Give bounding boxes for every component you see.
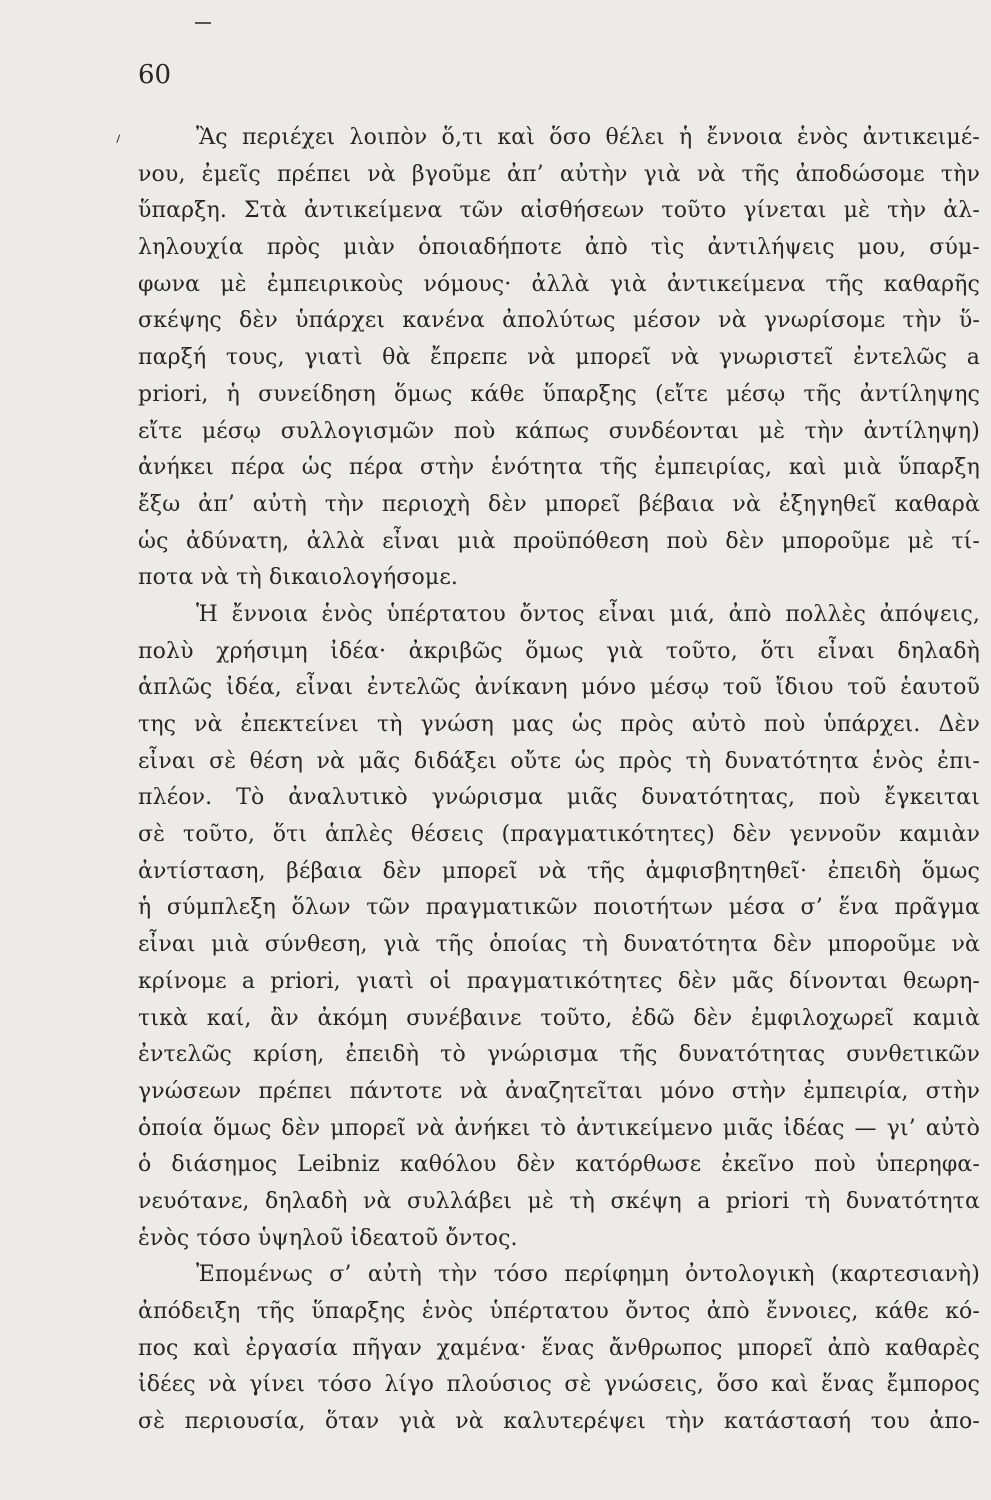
top-rule-mark <box>195 22 211 24</box>
text-line: ἀνήκει πέρα ὡς πέρα στὴν ἑνότητα τῆς ἐμπειρίας, καὶ μιὰ ὕπαρξη <box>138 455 980 481</box>
text-line: εἶναι σὲ θέση νὰ μᾶς διδάξει οὔτε ὡς πρὸς τὴ δυνατότητα ἑνὸς ἐπι- <box>138 748 980 774</box>
text-line: ὡς ἀδύνατη, ἀλλὰ εἶναι μιὰ προϋπόθεση ποὺ δὲν μποροῦμε μὲ τί- <box>138 528 980 554</box>
text-line: ποτα νὰ τὴ δικαιολογήσομε. <box>138 565 459 591</box>
text-line: Ἡ ἔννοια ἑνὸς ὑπέρτατου ὄντος εἶναι μιά, ἀπὸ πολλὲς ἀπόψεις, <box>196 601 980 627</box>
text-line: ὁ διάσημος Leibniz καθόλου δὲν κατόρθωσε ἐκεῖνο ποὺ ὑπερηφα- <box>138 1152 980 1178</box>
text-line: νευότανε, δηλαδὴ νὰ συλλάβει μὲ τὴ σκέψη a priori τὴ δυνατότητα <box>138 1188 980 1214</box>
text-line: σκέψης δὲν ὑπάρχει κανένα ἀπολύτως μέσον νὰ γνωρίσομε τὴν ὕ- <box>138 308 980 334</box>
text-line: ἡ σύμπλεξη ὅλων τῶν πραγματικῶν ποιοτήτων μέσα σ’ ἕνα πρᾶγμα <box>138 895 980 921</box>
text-line: Ἂς περιέχει λοιπὸν ὅ,τι καὶ ὅσο θέλει ἡ ἔννοια ἑνὸς ἀντικειμέ- <box>196 125 980 150</box>
page-number: 60 <box>138 60 172 90</box>
text-line: πος καὶ ἐργασία πῆγαν χαμένα· ἕνας ἄνθρωπος μπορεῖ ἀπὸ καθαρὲς <box>138 1335 980 1361</box>
text-line: πολὺ χρήσιμη ἰδέα· ἀκριβῶς ὅμως γιὰ τοῦτο, ὅτι εἶναι δηλαδὴ <box>138 638 980 664</box>
text-line: γνώσεων πρέπει πάντοτε νὰ ἀναζητεῖται μόνο στὴν ἐμπειρία, στὴν <box>138 1078 980 1104</box>
text-line: εἶναι μιὰ σύνθεση, γιὰ τῆς ὁποίας τὴ δυνατότητα δὲν μποροῦμε νὰ <box>138 932 980 958</box>
text-line: τικὰ καί, ἂν ἀκόμη συνέβαινε τοῦτο, ἐδῶ δὲν ἐμφιλοχωρεῖ καμιὰ <box>138 1005 980 1031</box>
text-line: ἀντίσταση, βέβαια δὲν μπορεῖ νὰ τῆς ἀμφισβητηθεῖ· ἐπειδὴ ὅμως <box>138 858 980 884</box>
text-line: priori, ἡ συνείδηση ὅμως κάθε ὕπαρξης (εἴτε μέσῳ τῆς ἀντίληψης <box>138 381 980 407</box>
body-text <box>138 120 980 1441</box>
text-line: ἐντελῶς κρίση, ἐπειδὴ τὸ γνώρισμα τῆς δυνατότητας συνθετικῶν <box>138 1042 980 1068</box>
text-line: Ἐπομένως σ’ αὐτὴ τὴν τόσο περίφημη ὀντολογικὴ (καρτεσιανὴ) <box>196 1262 980 1288</box>
text-line: νου, ἐμεῖς πρέπει νὰ βγοῦμε ἀπ’ αὐτὴν γιὰ νὰ τῆς ἀποδώσομε τὴν <box>138 161 980 187</box>
margin-pencil-mark: ⸝ <box>108 124 126 147</box>
text-line: ληλουχία πρὸς μιὰν ὁποιαδήποτε ἀπὸ τὶς ἀντιλήψεις μου, σύμ- <box>138 235 980 261</box>
text-line: ἑνὸς τόσο ὑψηλοῦ ἰδεατοῦ ὄντος. <box>138 1225 518 1251</box>
text-line: ὁποία ὅμως δὲν μπορεῖ νὰ ἀνήκει τὸ ἀντικείμενο μιᾶς ἰδέας — γι’ αὐτὸ <box>138 1115 980 1141</box>
text-line: ἁπλῶς ἰδέα, εἶναι ἐντελῶς ἀνίκανη μόνο μέσῳ τοῦ ἴδιου τοῦ ἑαυτοῦ <box>138 675 980 701</box>
text-line: φωνα μὲ ἐμπειρικοὺς νόμους· ἀλλὰ γιὰ ἀντικείμενα τῆς καθαρῆς <box>138 271 980 297</box>
text-line: της νὰ ἐπεκτείνει τὴ γνώση μας ὡς πρὸς αὐτὸ ποὺ ὑπάρχει. Δὲν <box>138 712 980 737</box>
text-line: παρξή τους, γιατὶ θὰ ἔπρεπε νὰ μπορεῖ νὰ γνωριστεῖ ἐντελῶς a <box>138 345 980 371</box>
text-line: εἴτε μέσῳ συλλογισμῶν ποὺ κάπως συνδέονται μὲ τὴν ἀντίληψη) <box>138 418 980 444</box>
text-line: ὕπαρξη. Στὰ ἀντικείμενα τῶν αἰσθήσεων τοῦτο γίνεται μὲ τὴν ἀλ- <box>138 198 980 224</box>
text-line: σὲ τοῦτο, ὅτι ἁπλὲς θέσεις (πραγματικότητες) δὲν γεννοῦν καμιὰν <box>138 822 980 848</box>
text-line: σὲ περιουσία, ὅταν γιὰ νὰ καλυτερέψει τὴν κατάστασή του ἀπο- <box>138 1409 980 1435</box>
text-line: πλέον. Τὸ ἀναλυτικὸ γνώρισμα μιᾶς δυνατότητας, ποὺ ἔγκειται <box>138 785 980 811</box>
text-line: ἔξω ἀπ’ αὐτὴ τὴν περιοχὴ δὲν μπορεῖ βέβαια νὰ ἐξηγηθεῖ καθαρὰ <box>138 491 980 517</box>
text-line: ἰδέες νὰ γίνει τόσο λίγο πλούσιος σὲ γνώσεις, ὅσο καὶ ἕνας ἔμπορος <box>138 1372 980 1398</box>
text-line: κρίνομε a priori, γιατὶ οἱ πραγματικότητες δὲν μᾶς δίνονται θεωρη- <box>138 968 980 994</box>
text-line: ἀπόδειξη τῆς ὕπαρξης ἑνὸς ὑπέρτατου ὄντος ἀπὸ ἔννοιες, κάθε κό- <box>138 1299 980 1324</box>
